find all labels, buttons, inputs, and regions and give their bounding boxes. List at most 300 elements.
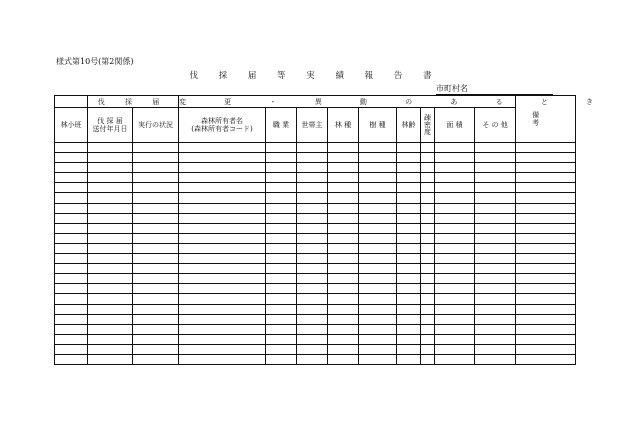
table-cell[interactable] [328, 193, 359, 203]
table-cell[interactable] [397, 173, 421, 183]
table-cell[interactable] [421, 233, 435, 243]
table-cell[interactable] [88, 324, 133, 334]
table-cell[interactable] [55, 203, 88, 213]
table-cell[interactable] [516, 304, 576, 314]
table-cell[interactable] [421, 163, 435, 173]
table-cell[interactable] [421, 223, 435, 233]
table-cell[interactable] [475, 274, 516, 284]
table-cell[interactable] [421, 304, 435, 314]
table-cell[interactable] [297, 264, 328, 274]
table-cell[interactable] [516, 344, 576, 354]
table-cell[interactable] [435, 344, 475, 354]
table-cell[interactable] [266, 193, 297, 203]
header-owner: 森林所有者名 (森林所有者コード) [179, 108, 266, 143]
table-cell[interactable] [359, 274, 397, 284]
table-cell[interactable] [475, 163, 516, 173]
header-remarks: 備 考 [516, 96, 576, 143]
table-cell[interactable] [328, 304, 359, 314]
table-cell[interactable] [516, 243, 576, 253]
table-cell[interactable] [133, 163, 179, 173]
table-cell[interactable] [435, 143, 475, 153]
table-cell[interactable] [179, 203, 266, 213]
table-cell[interactable] [297, 334, 328, 344]
table-cell[interactable] [397, 153, 421, 163]
table-cell[interactable] [297, 314, 328, 324]
table-cell[interactable] [266, 203, 297, 213]
table-cell[interactable] [397, 213, 421, 223]
table-cell[interactable] [475, 264, 516, 274]
table-cell[interactable] [475, 203, 516, 213]
table-cell[interactable] [133, 274, 179, 284]
table-cell[interactable] [421, 153, 435, 163]
table-cell[interactable] [359, 294, 397, 304]
table-cell[interactable] [179, 223, 266, 233]
table-cell[interactable] [359, 213, 397, 223]
table-cell[interactable] [516, 173, 576, 183]
table-cell[interactable] [55, 223, 88, 233]
table-cell[interactable] [266, 213, 297, 223]
table-cell[interactable] [297, 153, 328, 163]
table-cell[interactable] [421, 264, 435, 274]
table-cell[interactable] [179, 183, 266, 193]
table-cell[interactable] [435, 284, 475, 294]
table-cell[interactable] [328, 314, 359, 324]
table-cell[interactable] [297, 143, 328, 153]
table-cell[interactable] [516, 153, 576, 163]
table-cell[interactable] [55, 264, 88, 274]
table-cell[interactable] [516, 203, 576, 213]
table-cell[interactable] [133, 233, 179, 243]
table-cell[interactable] [297, 274, 328, 284]
table-cell[interactable] [297, 163, 328, 173]
table-cell[interactable] [421, 173, 435, 183]
table-cell[interactable] [421, 354, 435, 364]
table-cell[interactable] [133, 294, 179, 304]
table-cell[interactable] [133, 334, 179, 344]
table-cell[interactable] [359, 143, 397, 153]
table-cell[interactable] [475, 153, 516, 163]
table-cell[interactable] [435, 294, 475, 304]
table-cell[interactable] [328, 213, 359, 223]
table-cell[interactable] [421, 314, 435, 324]
table-cell[interactable] [475, 304, 516, 314]
table-cell[interactable] [179, 354, 266, 364]
header-density: 疎密度 [423, 113, 432, 135]
table-cell[interactable] [516, 314, 576, 324]
table-cell[interactable] [266, 143, 297, 153]
table-cell[interactable] [435, 314, 475, 324]
table-cell[interactable] [397, 344, 421, 354]
table-cell[interactable] [475, 243, 516, 253]
table-cell[interactable] [421, 334, 435, 344]
table-cell[interactable] [266, 183, 297, 193]
table-cell[interactable] [421, 284, 435, 294]
table-cell[interactable] [55, 143, 88, 153]
table-cell[interactable] [475, 324, 516, 334]
table-cell[interactable] [179, 254, 266, 264]
table-cell[interactable] [421, 183, 435, 193]
table-cell[interactable] [88, 153, 133, 163]
table-cell[interactable] [55, 254, 88, 264]
table-cell[interactable] [435, 264, 475, 274]
table-cell[interactable] [435, 254, 475, 264]
table-cell[interactable] [55, 213, 88, 223]
table-cell[interactable] [297, 354, 328, 364]
table-cell[interactable] [55, 153, 88, 163]
table-row [55, 254, 576, 264]
table-cell[interactable] [421, 294, 435, 304]
table-cell[interactable] [397, 243, 421, 253]
table-cell[interactable] [328, 334, 359, 344]
table-cell[interactable] [359, 153, 397, 163]
table-cell[interactable] [359, 163, 397, 173]
table-cell[interactable] [516, 264, 576, 274]
table-cell[interactable] [88, 193, 133, 203]
table-row [55, 213, 576, 223]
table-cell[interactable] [179, 314, 266, 324]
table-cell[interactable] [55, 183, 88, 193]
table-cell[interactable] [359, 203, 397, 213]
table-cell[interactable] [359, 284, 397, 294]
table-cell[interactable] [297, 203, 328, 213]
table-cell[interactable] [179, 173, 266, 183]
table-cell[interactable] [475, 143, 516, 153]
table-cell[interactable] [133, 284, 179, 294]
table-cell[interactable] [359, 183, 397, 193]
table-cell[interactable] [179, 233, 266, 243]
table-cell[interactable] [421, 203, 435, 213]
table-cell[interactable] [475, 334, 516, 344]
table-cell[interactable] [88, 304, 133, 314]
table-row [55, 274, 576, 284]
table-cell[interactable] [88, 264, 133, 274]
table-cell[interactable] [266, 334, 297, 344]
table-cell[interactable] [475, 193, 516, 203]
table-cell[interactable] [421, 324, 435, 334]
table-cell[interactable] [397, 324, 421, 334]
table-cell[interactable] [475, 183, 516, 193]
table-cell[interactable] [435, 173, 475, 183]
table-cell[interactable] [266, 243, 297, 253]
table-cell[interactable] [475, 354, 516, 364]
table-cell[interactable] [133, 193, 179, 203]
table-cell[interactable] [516, 143, 576, 153]
table-cell[interactable] [359, 344, 397, 354]
table-cell[interactable] [397, 294, 421, 304]
table-cell[interactable] [475, 213, 516, 223]
table-cell[interactable] [359, 233, 397, 243]
table-cell[interactable] [297, 243, 328, 253]
table-cell[interactable] [297, 183, 328, 193]
table-cell[interactable] [435, 203, 475, 213]
table-cell[interactable] [328, 223, 359, 233]
table-cell[interactable] [328, 183, 359, 193]
table-cell[interactable] [179, 324, 266, 334]
table-cell[interactable] [421, 274, 435, 284]
table-cell[interactable] [328, 153, 359, 163]
table-cell[interactable] [297, 233, 328, 243]
table-cell[interactable] [421, 344, 435, 354]
table-cell[interactable] [133, 243, 179, 253]
table-cell[interactable] [266, 173, 297, 183]
table-cell[interactable] [88, 334, 133, 344]
table-cell[interactable] [179, 274, 266, 284]
table-cell[interactable] [179, 284, 266, 294]
table-cell[interactable] [475, 294, 516, 304]
table-cell[interactable] [55, 243, 88, 253]
table-cell[interactable] [359, 354, 397, 364]
table-cell[interactable] [266, 344, 297, 354]
table-cell[interactable] [88, 344, 133, 354]
table-cell[interactable] [88, 203, 133, 213]
table-cell[interactable] [133, 324, 179, 334]
table-cell[interactable] [297, 304, 328, 314]
table-cell[interactable] [266, 354, 297, 364]
table-row [55, 344, 576, 354]
table-cell[interactable] [55, 193, 88, 203]
table-cell[interactable] [397, 264, 421, 274]
table-cell[interactable] [55, 314, 88, 324]
table-cell[interactable] [359, 334, 397, 344]
table-cell[interactable] [297, 223, 328, 233]
table-cell[interactable] [179, 243, 266, 253]
table-cell[interactable] [179, 153, 266, 163]
table-cell[interactable] [55, 304, 88, 314]
table-cell[interactable] [133, 314, 179, 324]
table-cell[interactable] [435, 274, 475, 284]
table-cell[interactable] [421, 143, 435, 153]
table-cell[interactable] [328, 324, 359, 334]
table-cell[interactable] [55, 233, 88, 243]
table-cell[interactable] [328, 264, 359, 274]
table-cell[interactable] [88, 314, 133, 324]
table-cell[interactable] [359, 243, 397, 253]
table-cell[interactable] [328, 284, 359, 294]
table-cell[interactable] [397, 314, 421, 324]
table-cell[interactable] [475, 344, 516, 354]
table-cell[interactable] [297, 173, 328, 183]
table-row [55, 324, 576, 334]
table-cell[interactable] [88, 163, 133, 173]
table-cell[interactable] [397, 223, 421, 233]
table-cell[interactable] [397, 163, 421, 173]
table-cell[interactable] [55, 344, 88, 354]
table-cell[interactable] [55, 173, 88, 183]
table-cell[interactable] [516, 183, 576, 193]
table-cell[interactable] [297, 254, 328, 264]
table-cell[interactable] [359, 324, 397, 334]
table-cell[interactable] [88, 254, 133, 264]
table-cell[interactable] [475, 223, 516, 233]
table-cell[interactable] [266, 314, 297, 324]
table-cell[interactable] [328, 203, 359, 213]
table-cell[interactable] [266, 324, 297, 334]
table-cell[interactable] [435, 304, 475, 314]
table-cell[interactable] [55, 354, 88, 364]
table-cell[interactable] [516, 324, 576, 334]
table-cell[interactable] [435, 163, 475, 173]
table-cell[interactable] [88, 274, 133, 284]
table-cell[interactable] [516, 334, 576, 344]
table-cell[interactable] [328, 173, 359, 183]
table-cell[interactable] [88, 143, 133, 153]
table-cell[interactable] [397, 284, 421, 294]
table-cell[interactable] [133, 223, 179, 233]
table-cell[interactable] [435, 213, 475, 223]
table-cell[interactable] [397, 143, 421, 153]
table-cell[interactable] [88, 243, 133, 253]
table-cell[interactable] [435, 153, 475, 163]
table-cell[interactable] [133, 143, 179, 153]
table-cell[interactable] [133, 304, 179, 314]
table-cell[interactable] [359, 314, 397, 324]
table-cell[interactable] [266, 233, 297, 243]
table-cell[interactable] [475, 284, 516, 294]
table-cell[interactable] [179, 163, 266, 173]
table-cell[interactable] [421, 243, 435, 253]
table-cell[interactable] [516, 274, 576, 284]
table-cell[interactable] [179, 213, 266, 223]
table-cell[interactable] [475, 233, 516, 243]
table-cell[interactable] [516, 354, 576, 364]
table-cell[interactable] [328, 163, 359, 173]
table-cell[interactable] [328, 254, 359, 264]
table-cell[interactable] [435, 183, 475, 193]
table-cell[interactable] [88, 284, 133, 294]
table-cell[interactable] [421, 254, 435, 264]
table-cell[interactable] [55, 324, 88, 334]
table-cell[interactable] [397, 183, 421, 193]
table-cell[interactable] [359, 304, 397, 314]
table-cell[interactable] [133, 173, 179, 183]
table-cell[interactable] [435, 233, 475, 243]
table-cell[interactable] [179, 193, 266, 203]
table-cell[interactable] [328, 274, 359, 284]
form-number: 様式第10号(第2関係) [56, 57, 134, 66]
table-cell[interactable] [297, 324, 328, 334]
table-cell[interactable] [516, 233, 576, 243]
table-cell[interactable] [88, 233, 133, 243]
table-cell[interactable] [133, 354, 179, 364]
table-cell[interactable] [475, 314, 516, 324]
table-cell[interactable] [435, 223, 475, 233]
table-cell[interactable] [266, 274, 297, 284]
table-cell[interactable] [266, 254, 297, 264]
table-cell[interactable] [179, 334, 266, 344]
table-cell[interactable] [516, 163, 576, 173]
table-row [55, 153, 576, 163]
table-cell[interactable] [397, 334, 421, 344]
table-cell[interactable] [397, 193, 421, 203]
table-cell[interactable] [435, 193, 475, 203]
table-cell[interactable] [397, 233, 421, 243]
table-cell[interactable] [475, 173, 516, 183]
table-cell[interactable] [179, 143, 266, 153]
table-cell[interactable] [55, 294, 88, 304]
table-cell[interactable] [55, 163, 88, 173]
table-cell[interactable] [133, 344, 179, 354]
table-cell[interactable] [266, 153, 297, 163]
table-cell[interactable] [88, 223, 133, 233]
table-cell[interactable] [328, 233, 359, 243]
table-cell[interactable] [88, 213, 133, 223]
table-cell[interactable] [297, 284, 328, 294]
table-cell[interactable] [133, 183, 179, 193]
table-cell[interactable] [328, 344, 359, 354]
table-cell[interactable] [266, 284, 297, 294]
table-cell[interactable] [328, 294, 359, 304]
table-cell[interactable] [266, 304, 297, 314]
table-cell[interactable] [328, 354, 359, 364]
table-cell[interactable] [328, 143, 359, 153]
table-cell[interactable] [421, 213, 435, 223]
table-cell[interactable] [359, 193, 397, 203]
table-cell[interactable] [359, 223, 397, 233]
table-cell[interactable] [133, 203, 179, 213]
table-cell[interactable] [359, 254, 397, 264]
table-cell[interactable] [435, 243, 475, 253]
table-cell[interactable] [516, 294, 576, 304]
table-cell[interactable] [397, 274, 421, 284]
table-cell[interactable] [88, 173, 133, 183]
table-cell[interactable] [133, 153, 179, 163]
table-cell[interactable] [516, 284, 576, 294]
table-cell[interactable] [397, 203, 421, 213]
table-cell[interactable] [55, 334, 88, 344]
table-cell[interactable] [359, 264, 397, 274]
table-cell[interactable] [133, 254, 179, 264]
table-cell[interactable] [266, 163, 297, 173]
table-cell[interactable] [359, 173, 397, 183]
table-cell[interactable] [397, 304, 421, 314]
table-cell[interactable] [133, 264, 179, 274]
table-cell[interactable] [179, 294, 266, 304]
header-row-2 [55, 108, 576, 143]
table-cell[interactable] [435, 354, 475, 364]
table-cell[interactable] [435, 324, 475, 334]
table-cell[interactable] [88, 354, 133, 364]
table-cell[interactable] [516, 213, 576, 223]
table-cell[interactable] [179, 344, 266, 354]
table-cell[interactable] [328, 243, 359, 253]
report-title: 伐 採 届 等 実 績 報 告 書 [189, 71, 441, 81]
table-cell[interactable] [266, 223, 297, 233]
table-cell[interactable] [179, 304, 266, 314]
table-cell[interactable] [397, 254, 421, 264]
table-cell[interactable] [397, 354, 421, 364]
table-cell[interactable] [516, 254, 576, 264]
table-cell[interactable] [55, 274, 88, 284]
table-cell[interactable] [516, 193, 576, 203]
table-cell[interactable] [421, 193, 435, 203]
header-forest-type: 林 種 [328, 108, 359, 143]
table-cell[interactable] [88, 294, 133, 304]
table-cell[interactable] [88, 183, 133, 193]
table-cell[interactable] [297, 213, 328, 223]
table-cell[interactable] [297, 344, 328, 354]
table-cell[interactable] [266, 294, 297, 304]
table-cell[interactable] [297, 294, 328, 304]
table-cell[interactable] [435, 334, 475, 344]
table-cell[interactable] [133, 213, 179, 223]
header-row-1 [55, 96, 576, 108]
table-cell[interactable] [266, 264, 297, 274]
table-cell[interactable] [179, 264, 266, 274]
table-cell[interactable] [516, 223, 576, 233]
table-cell[interactable] [55, 284, 88, 294]
table-cell[interactable] [475, 254, 516, 264]
table-cell[interactable] [297, 193, 328, 203]
